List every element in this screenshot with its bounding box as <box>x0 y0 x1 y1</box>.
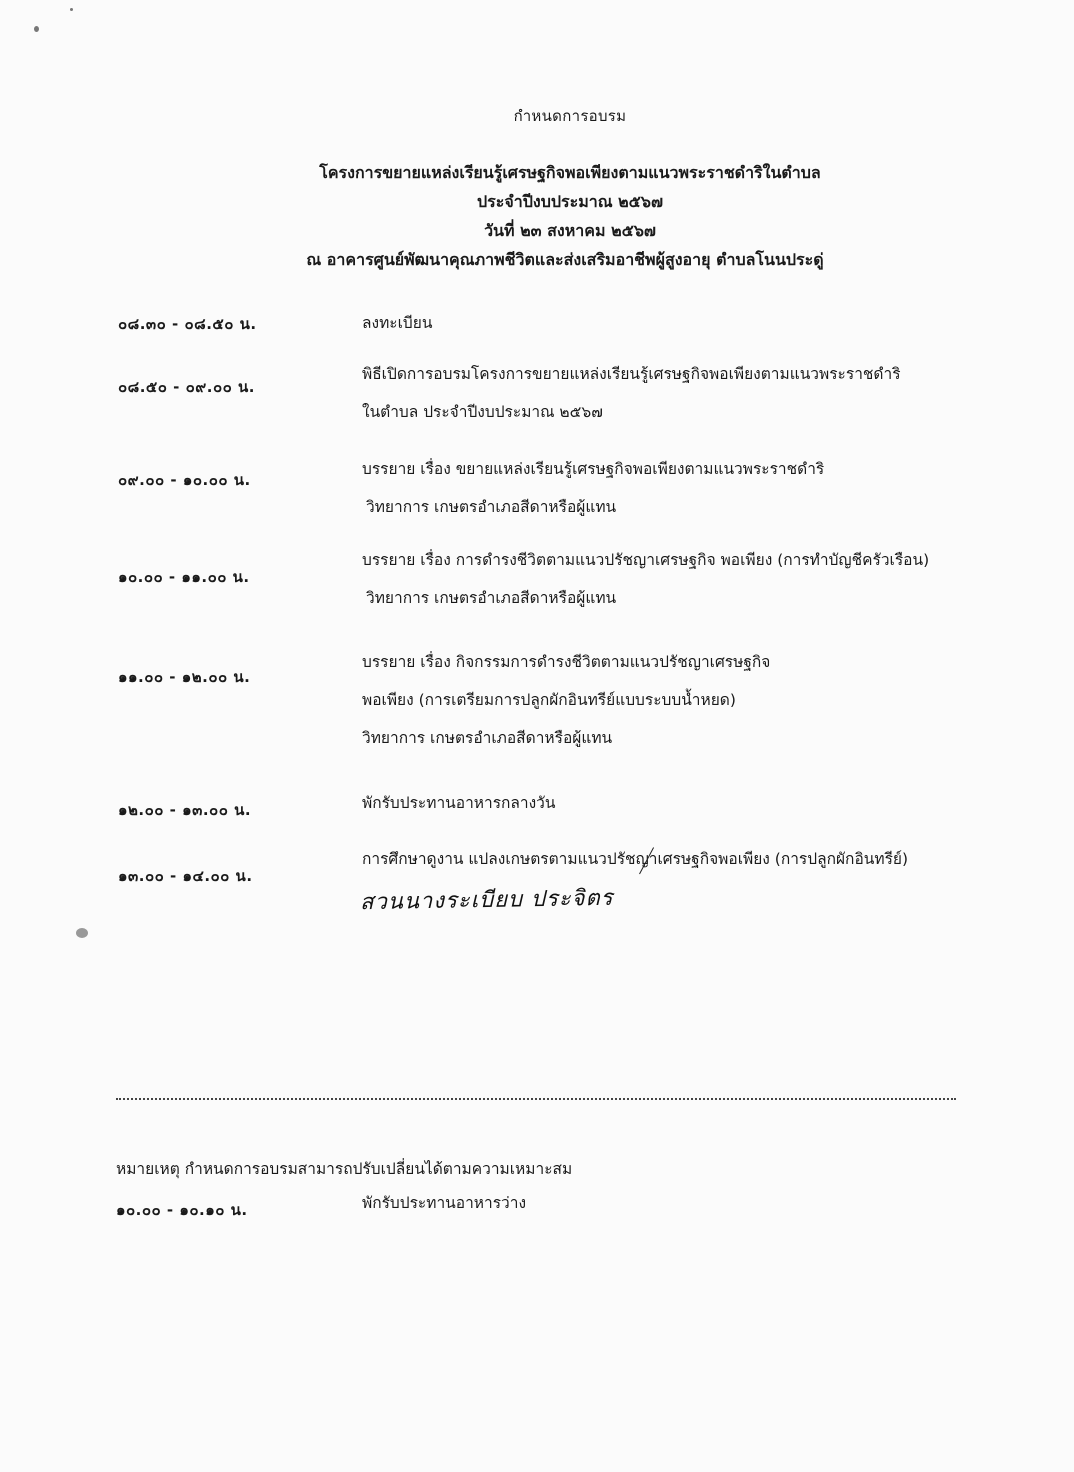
schedule-description <box>362 450 1062 526</box>
schedule-line: การศึกษาดูงาน แปลงเกษตรตามแนวปรัชญาเศรษฐกิจพอเพียง (การปลูกผักอินทรีย์) <box>362 850 909 868</box>
schedule-line: ในตำบล ประจำปีงบประมาณ ๒๕๖๗ <box>362 403 603 421</box>
schedule-line: พักรับประทานอาหารกลางวัน <box>362 794 556 812</box>
paper-speck <box>34 26 39 32</box>
schedule-line: บรรยาย เรื่อง ขยายแหล่งเรียนรู้เศรษฐกิจพอเพียงตามแนวพระราชดำริ <box>362 460 825 478</box>
schedule-description <box>362 304 1062 342</box>
schedule-line: พอเพียง (การเตรียมการปลูกผักอินทรีย์แบบระบบน้ำหยด) <box>362 691 736 709</box>
schedule-line: วิทยาการ เกษตรอำเภอสีดาหรือผู้แทน <box>366 589 617 607</box>
schedule-time: ๑๐.๐๐ - ๑๑.๐๐ น. <box>118 568 250 586</box>
footer-note: หมายเหตุ กำหนดการอบรมสามารถปรับเปลี่ยนได้ตามความเหมาะสม <box>116 1160 573 1178</box>
schedule-line: วิทยาการ เกษตรอำเภอสีดาหรือผู้แทน <box>362 729 613 747</box>
project-title: โครงการขยายแหล่งเรียนรู้เศรษฐกิจพอเพียงตามแนวพระราชดำริในตำบล <box>319 163 821 182</box>
schedule-description <box>362 541 1062 617</box>
schedule-line: พิธีเปิดการอบรมโครงการขยายแหล่งเรียนรู้เศรษฐกิจพอเพียงตามแนวพระราชดำริ <box>362 365 901 383</box>
footer-break-description: พักรับประทานอาหารว่าง <box>362 1194 527 1212</box>
footer-break-time: ๑๐.๐๐ - ๑๐.๑๐ น. <box>116 1201 248 1219</box>
schedule-description <box>362 643 1062 757</box>
schedule-line: ลงทะเบียน <box>362 314 433 332</box>
schedule-time: ๑๒.๐๐ - ๑๓.๐๐ น. <box>118 801 252 819</box>
schedule-line: บรรยาย เรื่อง กิจกรรมการดำรงชีวิตตามแนวปรัชญาเศรษฐกิจ <box>362 653 771 671</box>
fiscal-year: ประจำปีงบประมาณ ๒๕๖๗ <box>477 192 663 211</box>
schedule-time: ๐๘.๕๐ - ๐๙.๐๐ น. <box>118 378 255 396</box>
handwritten-note: สวนนางระเบียบ ประจิตร <box>359 885 614 916</box>
schedule-time: ๐๘.๓๐ - ๐๘.๕๐ น. <box>118 315 257 333</box>
paper-speck <box>76 928 88 938</box>
schedule-time: ๑๑.๐๐ - ๑๒.๐๐ น. <box>118 668 251 686</box>
schedule-description <box>362 840 1062 878</box>
schedule-line: บรรยาย เรื่อง การดำรงชีวิตตามแนวปรัชญาเศรษฐกิจ พอเพียง (การทำบัญชีครัวเรือน) <box>362 551 930 569</box>
schedule-line: วิทยาการ เกษตรอำเภอสีดาหรือผู้แทน <box>366 498 617 516</box>
schedule-time: ๐๙.๐๐ - ๑๐.๐๐ น. <box>118 471 251 489</box>
event-venue: ณ อาคารศูนย์พัฒนาคุณภาพชีวิตและส่งเสริมอาชีพผู้สูงอายุ ตำบลโนนประดู่ <box>306 250 824 269</box>
schedule-description <box>362 784 1062 822</box>
schedule-time: ๑๓.๐๐ - ๑๔.๐๐ น. <box>118 867 253 885</box>
schedule-description <box>362 355 1062 431</box>
event-date: วันที่ ๒๓ สงหาคม ๒๕๖๗ <box>484 221 656 240</box>
document-header <box>0 104 1074 274</box>
paper-speck <box>70 8 73 11</box>
dotted-divider <box>116 1098 956 1100</box>
document-heading: กำหนดการอบรม <box>513 107 627 125</box>
